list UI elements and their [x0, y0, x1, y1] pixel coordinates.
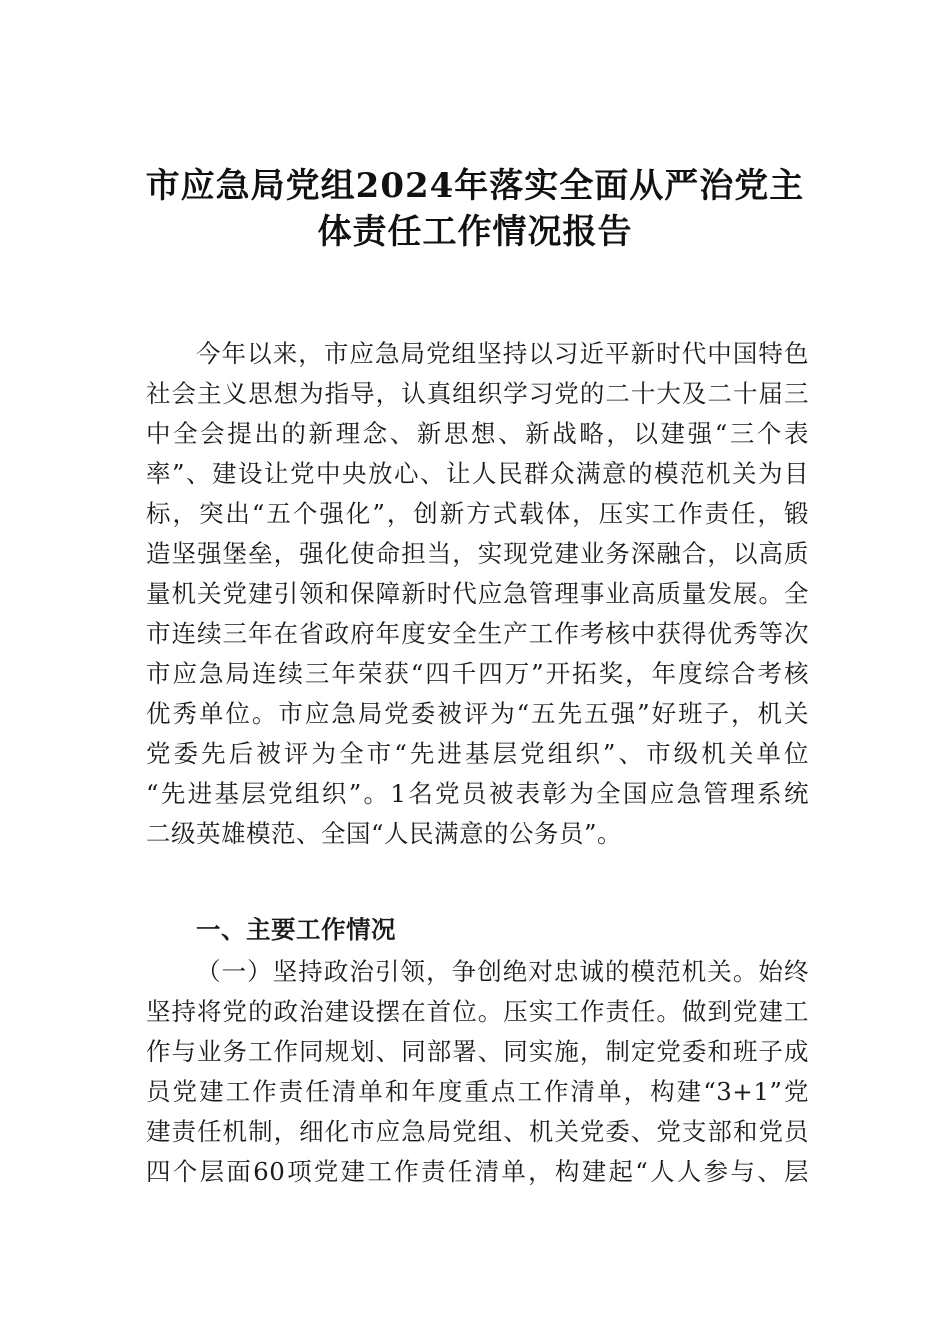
- paragraph-line: 标，突出“五个强化”，创新方式载体，压实工作责任，锻: [146, 499, 809, 528]
- paragraph-line: 建责任机制，细化市应急局党组、机关党委、党支部和党员: [146, 1117, 809, 1146]
- paragraph-line: 率”、建设让党中央放心、让人民群众满意的模范机关为目: [146, 459, 809, 488]
- paragraph-line: 中全会提出的新理念、新思想、新战略，以建强“三个表: [146, 419, 809, 448]
- paragraph-line: 坚持将党的政治建设摆在首位。压实工作责任。做到党建工: [146, 997, 809, 1026]
- paragraph-line: 今年以来，市应急局党组坚持以习近平新时代中国特色: [196, 339, 809, 368]
- intro-paragraph: [146, 334, 809, 854]
- paragraph-line: “先进基层党组织”。1名党员被表彰为全国应急管理系统: [146, 779, 809, 808]
- paragraph-line: 四个层面60项党建工作责任清单，构建起“人人参与、层: [146, 1157, 809, 1186]
- paragraph-line: （一）坚持政治引领，争创绝对忠诚的模范机关。始终: [196, 957, 809, 986]
- document-title-line-1: 市应急局党组2024年落实全面从严治党主: [145, 166, 805, 206]
- paragraph-line: 二级英雄模范、全国“人民满意的公务员”。: [146, 819, 623, 848]
- paragraph-line: 员党建工作责任清单和年度重点工作清单，构建“3+1”党: [146, 1077, 809, 1106]
- document-title-line-2: 体责任工作情况报告: [317, 212, 633, 252]
- paragraph-line: 社会主义思想为指导，认真组织学习党的二十大及二十届三: [146, 379, 809, 408]
- paragraph-line: 作与业务工作同规划、同部署、同实施，制定党委和班子成: [146, 1037, 809, 1066]
- section-heading: 一、主要工作情况: [196, 915, 396, 944]
- paragraph-line: 市连续三年在省政府年度安全生产工作考核中获得优秀等次: [146, 619, 809, 648]
- paragraph-line: 量机关党建引领和保障新时代应急管理事业高质量发展。全: [146, 579, 809, 608]
- paragraph-line: 优秀单位。市应急局党委被评为“五先五强”好班子，机关: [146, 699, 809, 728]
- paragraph-line: 党委先后被评为全市“先进基层党组织”、市级机关单位: [146, 739, 809, 768]
- section-heading-block: [146, 910, 809, 950]
- paragraph-line: 造坚强堡垒，强化使命担当，实现党建业务深融合，以高质: [146, 539, 809, 568]
- section-1-paragraph: [146, 952, 809, 1192]
- paragraph-line: 市应急局连续三年荣获“四千四万”开拓奖，年度综合考核: [146, 659, 809, 688]
